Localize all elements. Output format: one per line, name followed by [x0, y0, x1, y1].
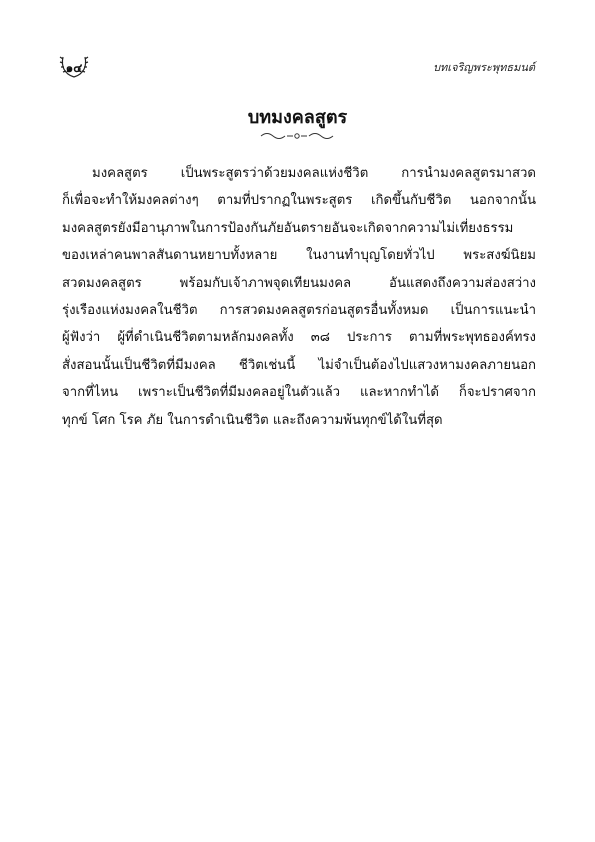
body-line: รุ่งเรืองแห่งมงคลในชีวิต การสวดมงคลสูตรก่อนสูตรอื่นทั้งหมด เป็นการแนะนำ — [62, 302, 536, 318]
page-number: ๑๔ — [65, 61, 83, 75]
title-divider-ornament-icon — [257, 130, 337, 142]
body-line: ก็เพื่อจะทำให้มงคลต่างๆ ตามที่ปรากฏในพระสูตร เกิดขึ้นกับชีวิต นอกจากนั้น — [62, 193, 536, 209]
body-line: สวดมงคลสูตร พร้อมกับเจ้าภาพจุดเทียนมงคล อันแสดงถึงความส่องสว่าง — [62, 275, 536, 291]
chapter-title: บทมงคลสูตร — [247, 107, 348, 128]
body-line: มงคลสูตร เป็นพระสูตรว่าด้วยมงคลแห่งชีวิต การนำมงคลสูตรมาสวด — [92, 166, 536, 181]
body-line: สั่งสอนนั้นเป็นชีวิตที่มีมงคล ชีวิตเช่นนี้ ไม่จำเป็นต้องไปแสวงหามงคลภายนอก — [62, 357, 536, 373]
body-line: มงคลสูตรยังมีอานุภาพในการป้องกันภัยอันตรายอันจะเกิดจากความไม่เที่ยงธรรม — [62, 220, 514, 236]
body-line: จากที่ไหน เพราะเป็นชีวิตที่มีมงคลอยู่ในตัวแล้ว และหากทำได้ ก็จะปราศจาก — [62, 385, 536, 401]
body-line-last: ทุกข์ โศก โรค ภัย ในการดำเนินชีวิต และถึงความพ้นทุกข์ได้ในที่สุด — [62, 412, 443, 428]
page-number-badge — [58, 50, 90, 80]
body-paragraph — [62, 160, 536, 434]
running-header: บทเจริญพระพุทธมนต์ — [433, 61, 535, 74]
body-line: ผู้ฟังว่า ผู้ที่ดำเนินชีวิตตามหลักมงคลทั้ง ๓๘ ประการ ตามที่พระพุทธองค์ทรง — [62, 330, 536, 346]
body-line: ของเหล่าคนพาลสันดานหยาบทั้งหลาย ในงานทำบุญโดยทั่วไป พระสงฆ์นิยม — [62, 248, 536, 264]
